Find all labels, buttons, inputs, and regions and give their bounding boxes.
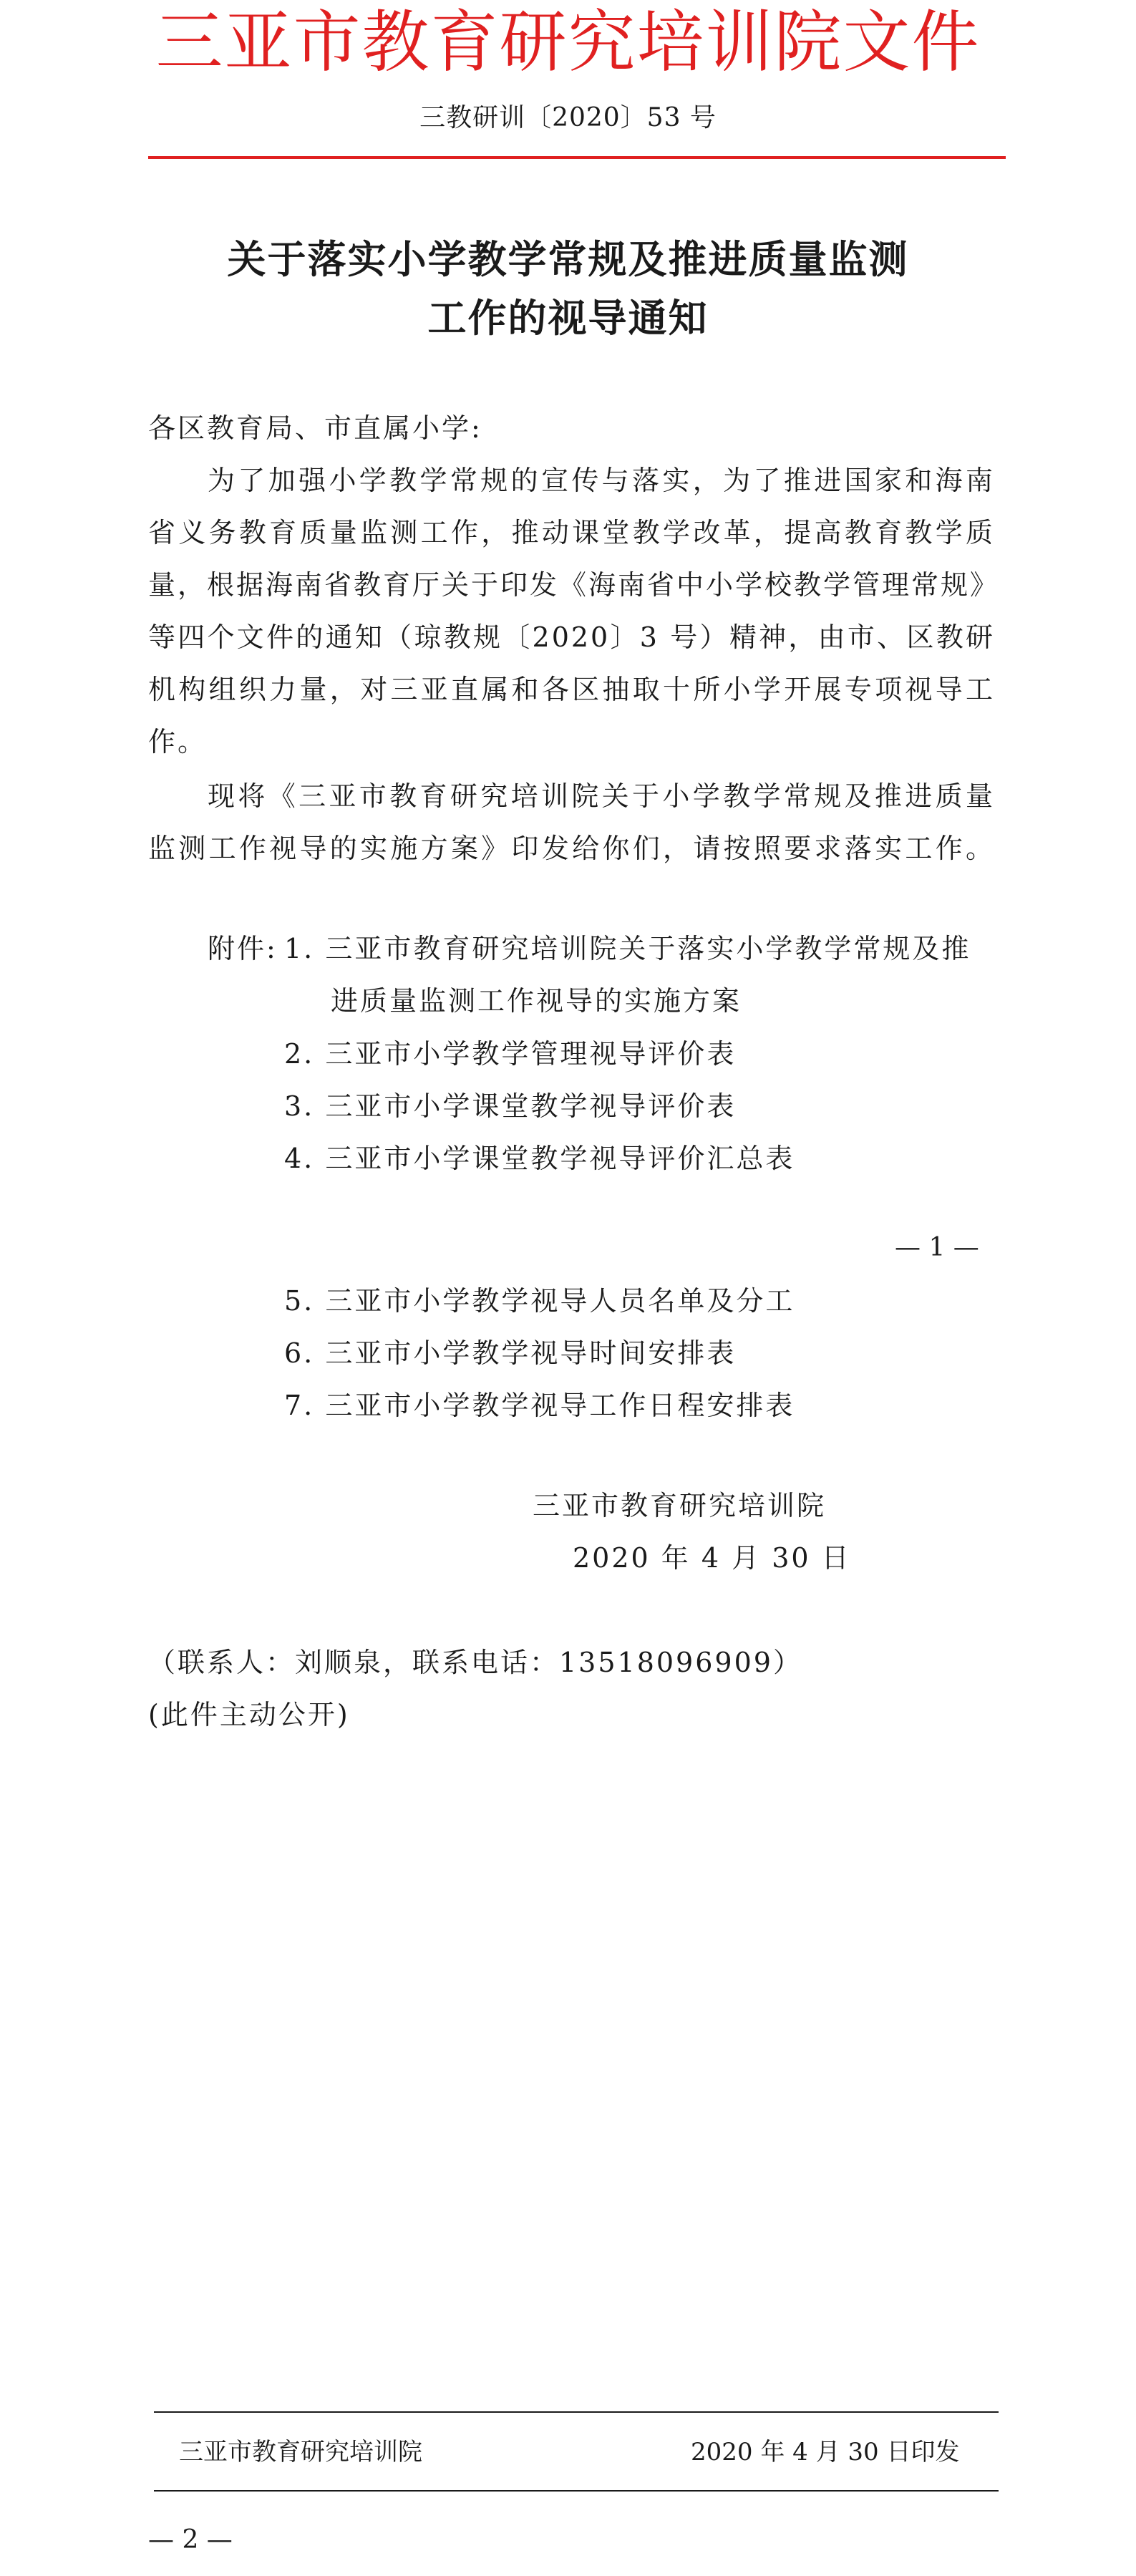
- attachment-item-7: 7. 三亚市小学教学视导工作日程安排表: [284, 1390, 795, 1421]
- paragraph-1-line-3: 量，根据海南省教育厅关于印发《海南省中小学校教学管理常规》: [148, 569, 1000, 601]
- page-number-1: — 1 —: [895, 1233, 979, 1262]
- attachment-item-2: 2. 三亚市小学教学管理视导评价表: [284, 1038, 737, 1070]
- signature-date: 2020 年 4 月 30 日: [573, 1542, 851, 1574]
- notice-title-line-2: 工作的视导通知: [427, 295, 709, 341]
- footer-org: 三亚市教育研究培训院: [179, 2438, 422, 2466]
- disclosure-note: (此件主动公开): [148, 1699, 350, 1730]
- document-header-title: 三亚市教育研究培训院文件: [155, 4, 981, 82]
- paragraph-1-line-6: 作。: [148, 726, 208, 757]
- footer-print-date: 2020 年 4 月 30 日印发: [691, 2438, 960, 2466]
- attachments-label: 附件:: [208, 933, 278, 964]
- paragraph-2-line-2: 监测工作视导的实施方案》印发给你们，请按照要求落实工作。: [148, 833, 995, 864]
- attachment-item-6: 6. 三亚市小学教学视导时间安排表: [284, 1337, 737, 1369]
- paragraph-2-line-1: 现将《三亚市教育研究培训院关于小学教学常规及推进质量: [208, 780, 995, 812]
- attachment-item-3: 3. 三亚市小学课堂教学视导评价表: [284, 1090, 737, 1122]
- salutation: 各区教育局、市直属小学:: [148, 412, 482, 444]
- attachment-item-5: 5. 三亚市小学教学视导人员名单及分工: [284, 1285, 795, 1317]
- signature-org: 三亚市教育研究培训院: [533, 1490, 827, 1521]
- document-number: 三教研训〔2020〕53 号: [419, 103, 717, 132]
- attachment-item-4: 4. 三亚市小学课堂教学视导评价汇总表: [284, 1143, 795, 1174]
- header-red-rule: [148, 156, 1006, 159]
- paragraph-1-line-2: 省义务教育质量监测工作，推动课堂教学改革，提高教育教学质: [148, 517, 995, 548]
- footer-bottom-rule: [154, 2490, 999, 2492]
- attachment-item-1-line-1: 1. 三亚市教育研究培训院关于落实小学教学常规及推: [284, 933, 971, 964]
- footer-top-rule: [154, 2411, 999, 2413]
- paragraph-1-line-4: 等四个文件的通知（琼教规〔2020〕3 号）精神，由市、区教研: [148, 621, 995, 653]
- page-number-2: — 2 —: [148, 2525, 233, 2555]
- paragraph-1-line-1: 为了加强小学教学常规的宣传与落实，为了推进国家和海南: [208, 465, 995, 496]
- paragraph-1-line-5: 机构组织力量，对三亚直属和各区抽取十所小学开展专项视导工: [148, 674, 995, 705]
- attachment-item-1-line-2: 进质量监测工作视导的实施方案: [331, 985, 742, 1017]
- notice-title-line-1: 关于落实小学教学常规及推进质量监测: [227, 236, 909, 282]
- contact-info: （联系人：刘顺泉，联系电话：13518096909）: [148, 1647, 802, 1678]
